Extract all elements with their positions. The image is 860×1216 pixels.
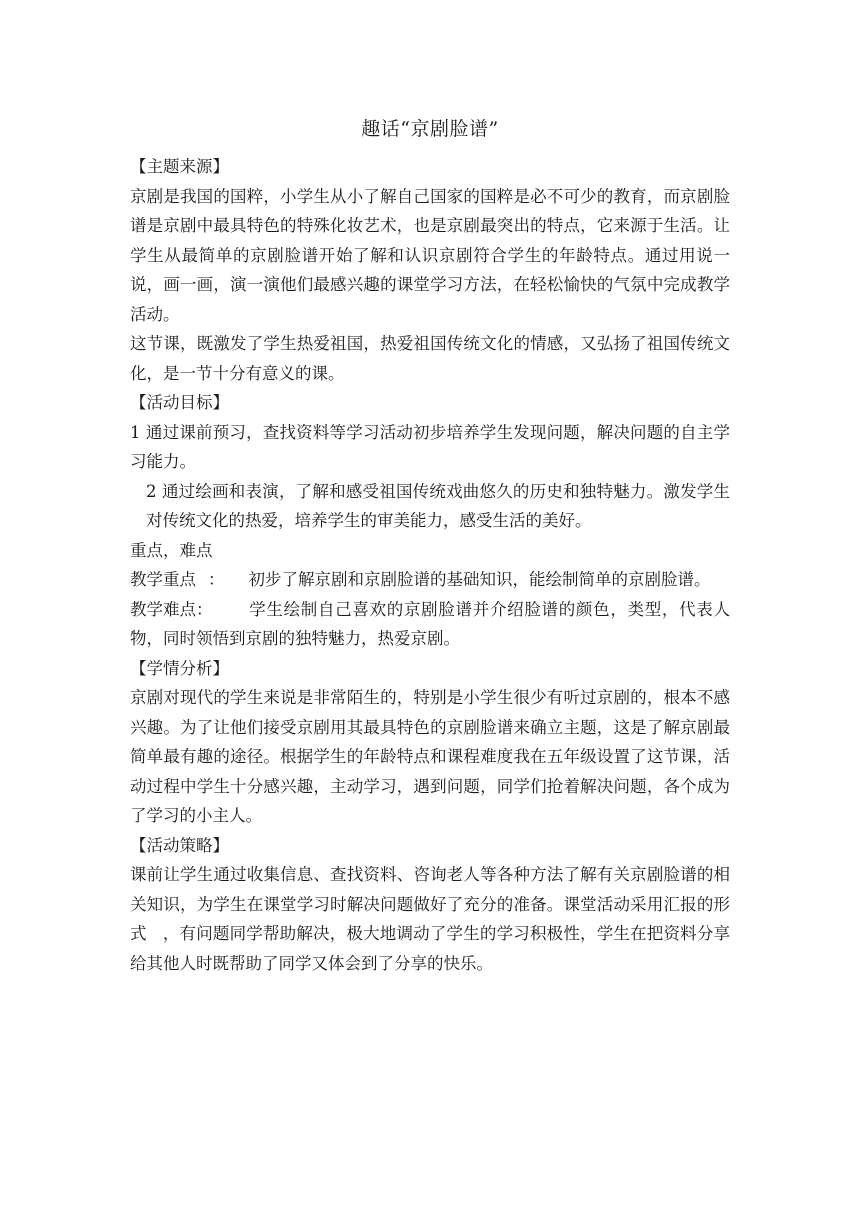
strategy-paragraph-1-part-a: 课前让学生通过收集信息、查找资料、咨询老人等各种方法了解有关京剧脸谱的相关知识，为学生在课堂学习时解决问题做好了充分的准备。课堂活动采用汇报的形式 [130,865,730,943]
section-heading-strategy: 【活动策略】 [130,835,229,855]
strategy-paragraph-1-part-b: ，有问题同学帮助解决，极大地调动了学生的学习积极性，学生在把资料分享给其他人时既帮助了同学又体会到了分享的快乐。 [130,924,731,973]
section-heading-source: 【主题来源】 [130,157,229,176]
strategy-paragraph-1 [130,860,730,978]
section-source [130,152,730,388]
source-paragraph-2: 这节课，既激发了学生热爱祖国，热爱祖国传统文化的情感，又弘扬了祖国传统文化，是一节十分有意义的课。 [130,334,730,383]
section-heading-goals: 【活动目标】 [130,393,229,412]
section-goals [130,388,730,536]
section-keypoints [130,536,730,654]
teaching-difficulty-value: 学生绘制自己喜欢的京剧脸谱并介绍脸谱的颜色，类型，代表人物，同时领悟到京剧的独特魅力，热爱京剧。 [130,599,730,648]
section-heading-analysis: 【学情分析】 [130,658,229,678]
section-analysis [130,654,730,831]
teaching-difficulty-label: 教学难点： [130,599,213,619]
goal-item-1: 1 通过课前预习，查找资料等学习活动初步培养学生发现问题，解决问题的自主学习能力。 [130,422,730,471]
teaching-focus-label: 教学重点 [130,570,196,589]
analysis-paragraph-1: 京剧对现代的学生来说是非常陌生的，特别是小学生很少有听过京剧的，根本不感兴趣。为了让他们接受京剧用其最具特色的京剧脸谱来确立主题，这是了解京剧最简单最有趣的途径。根据学生的年龄特点和课程难度我在五年级设置了这节课，活动过程中学生十分感兴趣，主动学习，遇到问题，同学们抢着解决问题，各个成为了学习的小主人。 [130,688,730,825]
section-heading-keypoints: 重点，难点 [130,540,213,560]
section-strategy [130,831,730,979]
teaching-difficulty [130,595,730,654]
source-paragraph-1: 京剧是我国的国粹，小学生从小了解自己国家的国粹是必不可少的教育，而京剧脸谱是京剧中最具特色的特殊化妆艺术，也是京剧最突出的特点，它来源于生活。让学生从最简单的京剧脸谱开始了解和认识京剧符合学生的年龄特点。通过用说一说，画一画，演一演他们最感兴趣的课堂学习方法，在轻松愉快的气氛中完成教学活动。 [130,186,730,324]
goal-item-2: 2 通过绘画和表演，了解和感受祖国传统戏曲悠久的历史和独特魅力。激发学生对传统文化的热爱，培养学生的审美能力，感受生活的美好。 [146,481,730,530]
document-title: 趣话“京剧脸谱” [361,118,499,140]
teaching-focus-separator: ： [208,570,225,589]
teaching-focus [130,565,730,595]
teaching-focus-value: 初步了解京剧和京剧脸谱的基础知识，能绘制简单的京剧脸谱。 [248,570,711,589]
document-content [130,112,730,978]
